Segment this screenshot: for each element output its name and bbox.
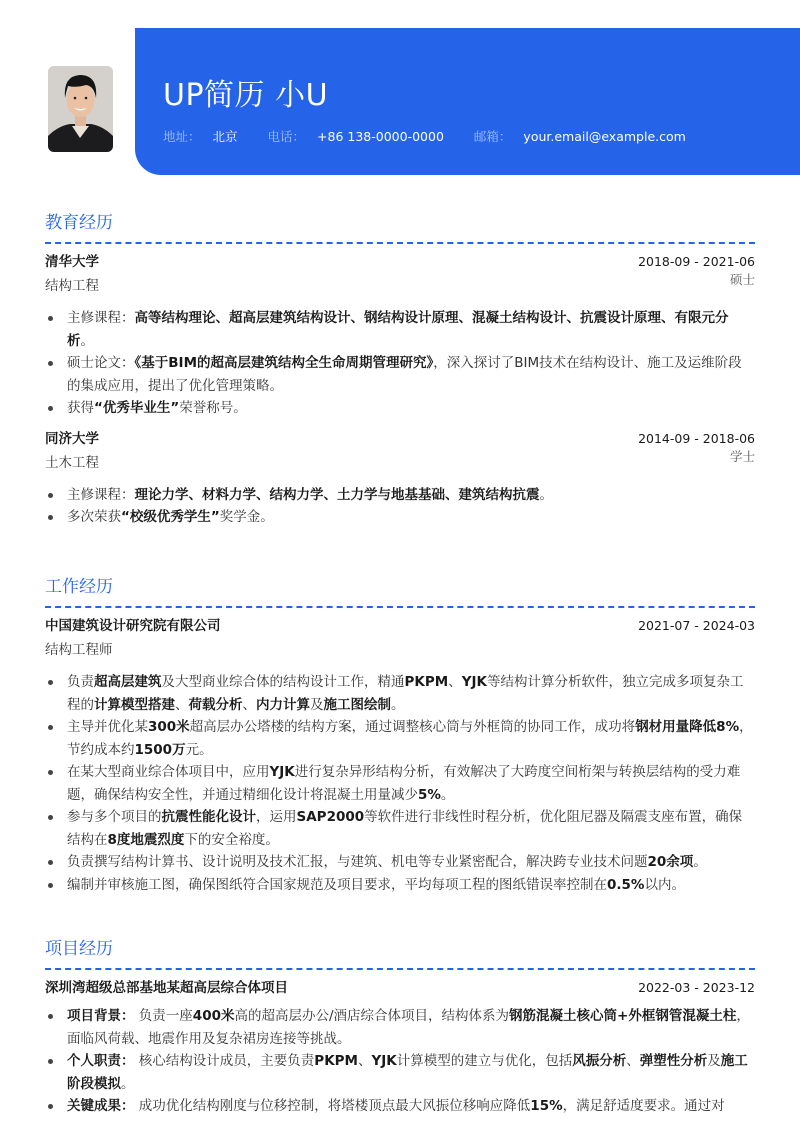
job-title: 结构工程师 <box>45 642 113 658</box>
major: 土木工程 <box>45 454 99 471</box>
work-section <box>45 576 755 896</box>
bullet-item: 个人职责： 核心结构设计成员，主要负责PKPM、YJK计算模型的建立与优化，包括风振分析、弹塑性分析及施工阶段模拟。 <box>45 1050 755 1095</box>
bullet-item: 关键成果： 成功优化结构刚度与位移控制，将塔楼顶点最大风振位移响应降低15%，满足舒适度要求。通过对 <box>45 1095 755 1118</box>
contact-value: 北京 <box>212 129 238 144</box>
bullet-item: 硕士论文：《基于BIM的超高层建筑结构全生命周期管理研究》，深入探讨了BIM技术在结构设计、施工及运维阶段的集成应用，提出了优化管理策略。 <box>45 352 755 397</box>
section-title: 教育经历 <box>45 213 113 233</box>
bullet-list <box>45 1005 755 1118</box>
work-entry <box>45 615 755 896</box>
bullet-item: 主修课程：理论力学、材料力学、结构力学、土力学与地基基础、建筑结构抗震。 <box>45 484 755 507</box>
project-name: 深圳湾超级总部基地某超高层综合体项目 <box>45 980 288 996</box>
bullet-item: 主导并优化某300米超高层办公塔楼的结构方案，通过调整核心筒与外框筒的协同工作，成功将钢材用量降低8%，节约成本约1500万元。 <box>45 716 755 761</box>
section-title: 工作经历 <box>45 577 113 597</box>
section-divider <box>45 606 755 608</box>
bullet-item: 项目背景： 负责一座400米高的超高层办公/酒店综合体项目，结构体系为钢筋混凝土核心筒+外框钢管混凝土柱，面临风荷载、地震作用及复杂裙房连接等挑战。 <box>45 1005 755 1050</box>
contact-address <box>163 129 238 145</box>
bullet-item: 主修课程：高等结构理论、超高层建筑结构设计、钢结构设计原理、混凝土结构设计、抗震设计原理、有限元分析。 <box>45 307 755 352</box>
project-entry <box>45 977 755 1118</box>
bullet-item: 参与多个项目的抗震性能化设计，运用SAP2000等软件进行非线性时程分析，优化阻尼器及隔震支座布置，确保结构在8度地震烈度下的安全裕度。 <box>45 806 755 851</box>
resume-name: UP简历 小U <box>163 78 329 113</box>
contact-info <box>163 129 716 145</box>
person-photo-icon <box>48 66 113 152</box>
projects-section <box>45 938 755 1118</box>
avatar-photo <box>48 66 113 152</box>
bullet-item: 负责撰写结构计算书、设计说明及技术汇报，与建筑、机电等专业紧密配合，解决跨专业技术问题20余项。 <box>45 851 755 874</box>
contact-value[interactable]: your.email@example.com <box>523 129 686 144</box>
bullet-list <box>45 484 755 529</box>
bullet-item: 在某大型商业综合体项目中，应用YJK进行复杂异形结构分析，有效解决了大跨度空间桁架与转换层结构的受力难题，确保结构安全性，并通过精细化设计将混凝土用量减少5%。 <box>45 761 755 806</box>
section-divider <box>45 968 755 970</box>
contact-label: 地址： <box>163 129 201 144</box>
bullet-list <box>45 307 755 420</box>
entry-dates: 2021-07 - 2024-03 <box>638 618 755 633</box>
degree: 学士 <box>729 448 755 464</box>
education-entry <box>45 251 755 420</box>
company-name: 中国建筑设计研究院有限公司 <box>45 618 221 634</box>
section-divider <box>45 242 755 244</box>
contact-value[interactable]: +86 138-0000-0000 <box>317 129 444 144</box>
contact-label: 电话： <box>267 129 306 144</box>
bullet-item: 多次荣获“校级优秀学生”奖学金。 <box>45 506 755 529</box>
education-entry <box>45 428 755 529</box>
major: 结构工程 <box>45 278 99 294</box>
section-title: 项目经历 <box>45 939 113 959</box>
bullet-item: 负责超高层建筑及大型商业综合体的结构设计工作，精通PKPM、YJK等结构计算分析软件，独立完成多项复杂工程的计算模型搭建、荷载分析、内力计算及施工图绘制。 <box>45 671 755 716</box>
bullet-list <box>45 671 755 896</box>
contact-email <box>474 129 686 145</box>
bullet-item: 编制并审核施工图，确保图纸符合国家规范及项目要求，平均每项工程的图纸错误率控制在0.5%以内。 <box>45 874 755 897</box>
education-section <box>45 212 755 529</box>
school-name: 清华大学 <box>45 254 99 270</box>
entry-dates: 2018-09 - 2021-06 <box>638 254 755 269</box>
school-name: 同济大学 <box>45 430 99 447</box>
degree: 硕士 <box>729 272 755 287</box>
contact-phone <box>268 129 444 145</box>
contact-label: 邮箱： <box>473 129 512 144</box>
bullet-item: 获得“优秀毕业生”荣誉称号。 <box>45 397 755 420</box>
entry-dates: 2014-09 - 2018-06 <box>638 430 755 446</box>
entry-dates: 2022-03 - 2023-12 <box>638 980 755 995</box>
